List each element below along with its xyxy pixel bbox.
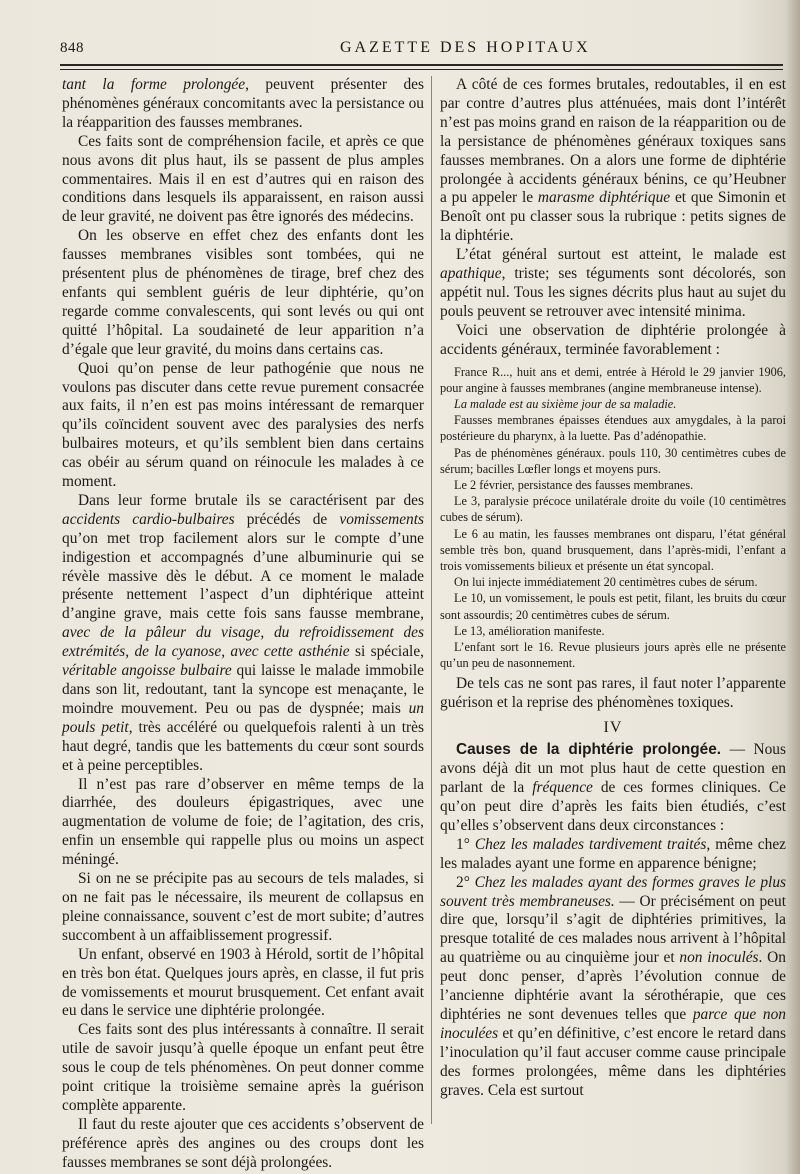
paragraph bbox=[440, 741, 786, 836]
observation-line bbox=[440, 639, 786, 671]
observation-line bbox=[440, 590, 786, 622]
header-rule-thin bbox=[60, 69, 783, 70]
paragraph bbox=[440, 322, 786, 360]
text-run: On les observe en effet chez des enfants dont les fausses membranes visibles sont tombées, qui ne présentent plus de phénomènes de tirage, bref chez des enfants qui semblent guéris de leur diphtérie, qu’on regarde comme convalescents, qui sont levés ou qui ont quitté l’hôpital. La soudaineté de leur apparition n’a d’égale que leur gravité, du moins dans certains cas. bbox=[62, 227, 424, 358]
text-run: Quoi qu’on pense de leur pathogénie que nous ne voulons pas discuter dans cette revue purement consacrée aux faits, il n’en est pas moins intéressant de remarquer qu’ils coïncident souvent avec des paralysies des nerfs bulbaires moteurs, et qu’ils semblent bien dans certains cas obéir au sérum quand on réinocule les malades à ce moment. bbox=[62, 359, 424, 491]
italic-run: non inoculés bbox=[679, 949, 759, 967]
paragraph bbox=[440, 246, 786, 322]
italic-run: parce que non inoculées bbox=[440, 1005, 786, 1042]
italic-run: accidents cardio-bulbaires bbox=[62, 510, 235, 528]
italic-run: avec de la pâleur du visage, du refroidissement des extrémités, de la cyanose, avec cette asthénie bbox=[62, 624, 424, 661]
observation-line bbox=[440, 493, 786, 525]
text-run: Si on ne se précipite pas au secours de tels malades, si on ne fait pas le nécessaire, ils meurent de collapsus en pleine connaissance, souvent c’est de mort subite; d’autres succombent à un affaiblissement progressif. bbox=[62, 870, 424, 944]
text-run: Le 13, amélioration manifeste. bbox=[454, 623, 605, 638]
text-run: De tels cas ne sont pas rares, il faut noter l’apparente guérison et la reprise des phénomènes toxiques. bbox=[440, 675, 786, 712]
text-run: Un enfant, observé en 1903 à Hérold, sortit de l’hôpital en très bon état. Quelques jours après, en classe, il fut pris de vomissements et mourut brusquement. Cet enfant avait eu dans le service une diphtérie prolongée. bbox=[62, 945, 424, 1020]
paragraph bbox=[440, 836, 786, 874]
text-run: et que Simonin et Benoît ont pu classer sous la rubrique : petits signes de la diphtérie. bbox=[440, 189, 787, 245]
observation-line bbox=[440, 526, 786, 575]
text-run: , même chez les malades ayant une forme en apparence bénigne; bbox=[440, 835, 786, 872]
text-run: Le 6 au matin, les fausses membranes ont disparu, l’état général semble très bon, quand brusquement, dans l’après-midi, l’enfant a trois vomissements bilieux et présente un état syncopal. bbox=[440, 526, 786, 574]
page-edge-shadow bbox=[786, 0, 800, 1174]
text-run: On lui injecte immédiatement 20 centimètres cubes de sérum. bbox=[454, 575, 758, 590]
text-run: . On peut donc penser, d’après l’évolution connue de l’ancienne diphtérie avant la sérothérapie, que ces diphtéries ne sont devenues telles que bbox=[440, 949, 786, 1023]
running-title: GAZETTE DES HOPITAUX bbox=[340, 39, 591, 56]
text-run: et qu’en définitive, c’est encore le retard dans l’inoculation qu’il faut accuser comme cause principale des formes prolongées, même dans les diphtéries graves. Cela est surtout bbox=[440, 1024, 786, 1099]
observation-line bbox=[440, 574, 786, 590]
text-run: L’enfant sort le 16. Revue plusieurs jours après elle ne présente qu’un peu de nasonnement. bbox=[440, 640, 786, 671]
text-run: Pas de phénomènes généraux. pouls 110, 30 centimètres cubes de sérum; bacilles Lœfler longs et moyens purs. bbox=[440, 445, 786, 476]
page-header bbox=[60, 36, 760, 62]
left-column bbox=[62, 76, 424, 1173]
italic-run: tant la forme prolongée bbox=[62, 76, 246, 93]
observation-line bbox=[440, 477, 786, 493]
paragraph bbox=[62, 492, 424, 776]
italic-run: Chez les malades ayant des formes graves le plus souvent très membraneuses. bbox=[440, 873, 787, 910]
text-run: Ces faits sont des plus intéressants à connaître. Il serait utile de savoir jusqu’à quelle époque un enfant peut être sous le coup de tels phénomènes. On peut donner comme point critique la troisième semaine après la guérison complète apparente. bbox=[62, 1021, 424, 1114]
right-column bbox=[440, 76, 786, 1100]
text-run: Il faut du reste ajouter que ces accidents s’observent de préférence après des angines ou des croups dont les fausses membranes se sont déjà prolongées. bbox=[62, 1115, 424, 1171]
italic-run: véritable angoisse bulbaire bbox=[62, 662, 232, 680]
paragraph bbox=[62, 227, 424, 359]
text-run: Le 3, paralysie précoce unilatérale droite du voile (10 centimètres cubes de sérum). bbox=[440, 494, 786, 525]
text-run: de ces formes cliniques. Ce qu’on peut dire d’après les faits bien étudiés, c’est qu’elles s’observent dans deux circonstances : bbox=[440, 779, 786, 834]
observation-line bbox=[440, 445, 786, 477]
text-run: qui laisse le malade immobile dans son lit, redoutant, tant la syncope est menaçante, le moindre mouvement. Peu ou pas de dyspnée; mais bbox=[62, 662, 424, 717]
italic-run: un pouls petit bbox=[62, 699, 424, 736]
paragraph bbox=[62, 1021, 424, 1116]
text-run: 2° bbox=[456, 873, 475, 891]
paragraph bbox=[62, 776, 424, 871]
text-run: Le 10, un vomissement, le pouls est petit, filant, les bruits du cœur sont assourdis; 20 centimètres cubes de sérum. bbox=[440, 591, 786, 622]
italic-run: apathique bbox=[440, 265, 502, 283]
paragraph bbox=[62, 870, 424, 946]
paragraph bbox=[62, 133, 424, 228]
italic-run: marasme diphtérique bbox=[537, 189, 671, 207]
observation-line bbox=[440, 396, 786, 412]
text-run: Le 2 février, persistance des fausses membranes. bbox=[454, 478, 694, 493]
italic-run: La malade est au sixième jour de sa maladie. bbox=[454, 397, 677, 411]
page-number: 848 bbox=[60, 40, 84, 56]
text-run: 1° bbox=[456, 835, 475, 853]
observation-line bbox=[440, 623, 786, 639]
text-run: précédés de bbox=[234, 510, 340, 528]
text-run: si spéciale, bbox=[349, 643, 424, 661]
paragraph bbox=[62, 76, 424, 133]
bold-run: Causes de la diphtérie prolongée. bbox=[456, 741, 722, 759]
italic-run: Chez les malades tardivement traités bbox=[474, 835, 707, 853]
column-divider bbox=[431, 76, 432, 1124]
text-run: L’état général surtout est atteint, le malade est bbox=[456, 246, 786, 264]
paragraph bbox=[62, 360, 424, 492]
text-run: — Or précisément on peut dire que, lorsqu’il s’agit de diphtéries primitives, la presque totalité de ces malades nous arrivent à l’hôpital au quatrième ou au cinquième jour et bbox=[440, 892, 786, 967]
text-run: Dans leur forme brutale ils se caractérisent par des bbox=[78, 491, 424, 509]
text-run: A côté de ces formes brutales, redoutables, il en est par contre d’autres plus atténuées, mais dont l’intérêt n’est pas moins grand en raison de la réapparition ou de la persistance de phénomènes généraux toxiques sans fausses membranes. On a alors une forme de diphtérie prolongée à accidents généraux bénins, ce qu’Heubner a pu appeler le bbox=[440, 76, 786, 207]
italic-run: fréquence bbox=[532, 779, 593, 797]
paragraph bbox=[440, 675, 786, 713]
header-rule-thick bbox=[60, 64, 783, 66]
text-run: , peuvent présenter des phénomènes généraux concomitants avec la persistance ou la réapparition des fausses membranes. bbox=[62, 76, 425, 131]
text-run: Ces faits sont de compréhension facile, et après ce que nous avons dit plus haut, ils se passent de plus amples commentaires. Mais il en est d’autres qui en raison des conditions dans lesquels ils apparaissent, en raison aussi de leur gravité, ne doivent pas être ignorés des médecins. bbox=[62, 132, 424, 226]
text-run: — Nous avons déjà dit un mot plus haut de cette question en parlant de la bbox=[440, 741, 786, 797]
text-run: Fausses membranes épaisses étendues aux amygdales, à la paroi postérieure du pharynx, à la luette. Pas d’adénopathie. bbox=[440, 413, 786, 444]
paragraph bbox=[440, 76, 786, 246]
paragraph bbox=[62, 1116, 424, 1173]
text-run: Voici une observation de diphtérie prolongée à accidents généraux, terminée favorablement : bbox=[440, 321, 786, 358]
italic-run: vomissements bbox=[339, 510, 424, 528]
text-run: Il n’est pas rare d’observer en même temps de la diarrhée, des douleurs épigastriques, avec une augmentation de volume de foie; de l’agitation, des cris, enfin un ensemble qui rappelle plus ou moins un aspect méningé. bbox=[62, 775, 424, 869]
paragraph bbox=[440, 874, 786, 1101]
text-run: qu’on met trop facilement alors sur le compte d’une indigestion et accompagnés d’une albuminurie qui se révèle massive dès le début. A ce moment le malade présente nettement l’aspect d’un diphtérique atteint d’angine grave, mais cette fois sans fausse membrane, bbox=[62, 529, 424, 623]
observation-line bbox=[440, 364, 786, 396]
paragraph bbox=[62, 946, 424, 1022]
text-run: France R..., huit ans et demi, entrée à Hérold le 29 janvier 1906, pour angine à fausses membranes (angine membraneuse intense). bbox=[440, 364, 786, 395]
observation-line bbox=[440, 412, 786, 444]
text-run: , très accéléré ou quelquefois ralenti à un très haut degré, tandis que les battements du cœur sont sourds et à peine perceptibles. bbox=[62, 718, 424, 774]
section-number: IV bbox=[603, 719, 623, 737]
text-run: , triste; ses téguments sont décolorés, son appétit nul. Tous les signes décrits plus haut au sujet du pouls peuvent se retrouver avec intensité minima. bbox=[440, 265, 786, 320]
